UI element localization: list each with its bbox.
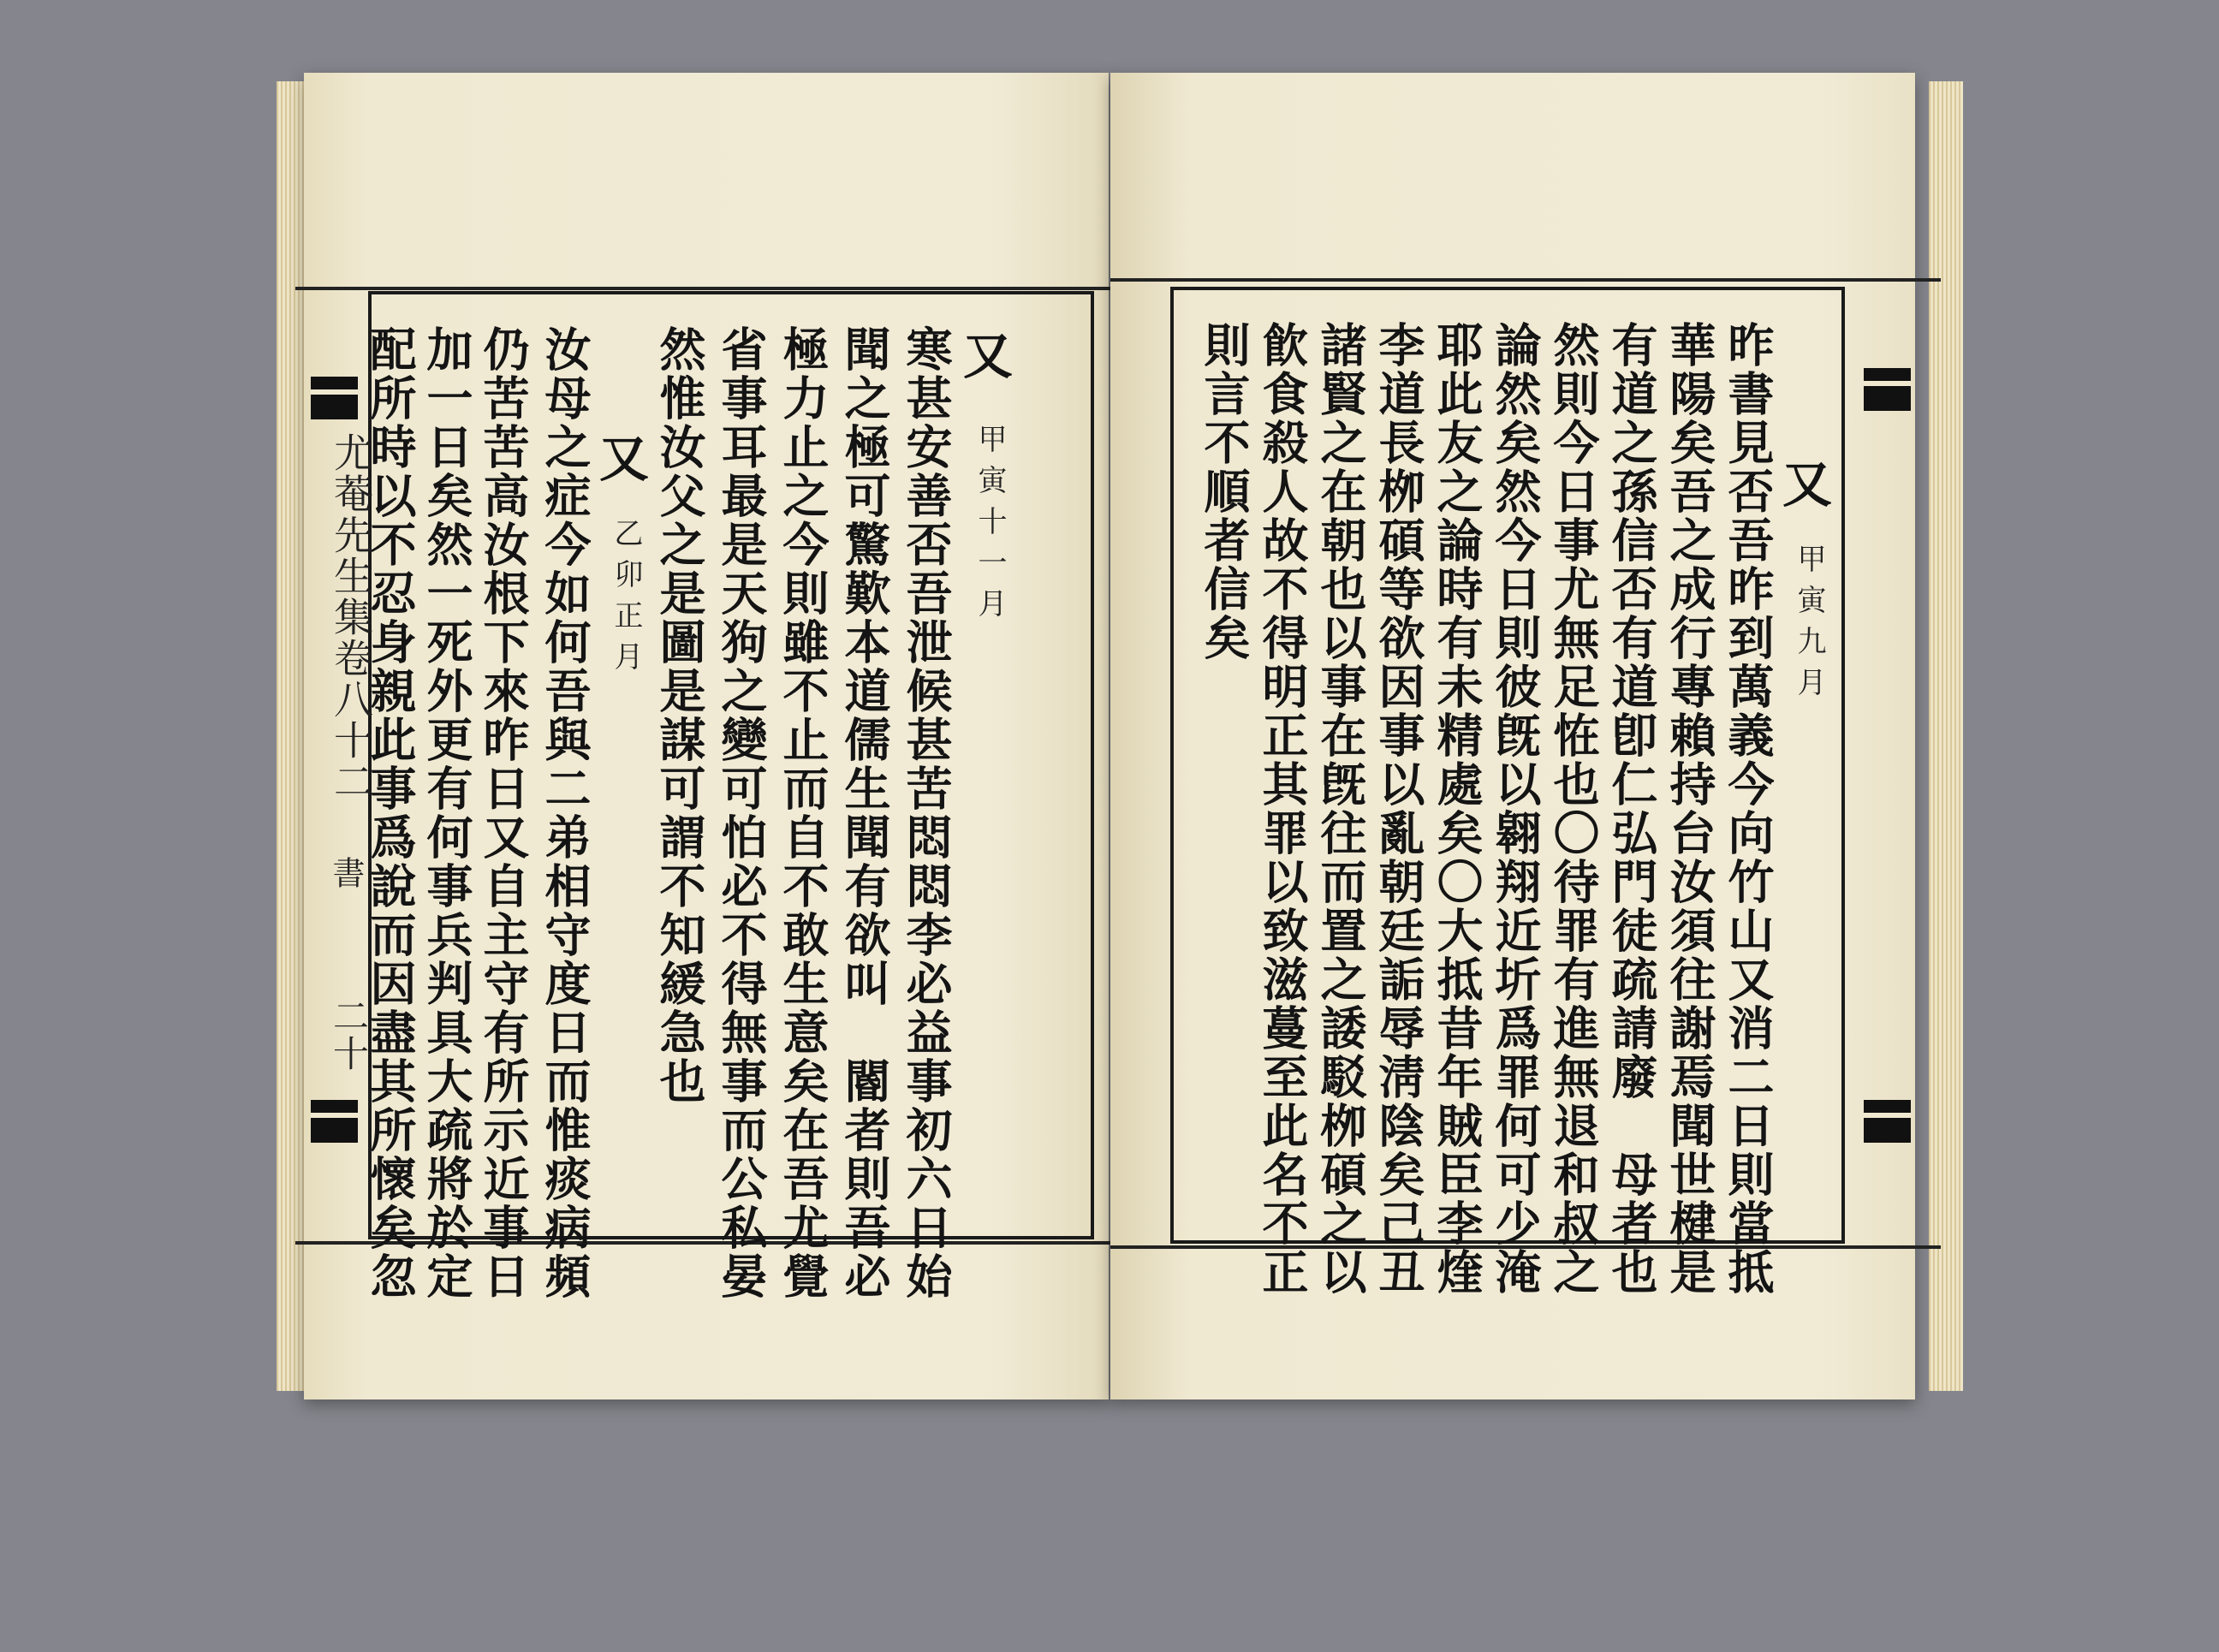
fishtail-top-mark	[1864, 368, 1911, 411]
text-column: 耶此友之論時有未精處矣〇大抵昔年賊臣李煃	[1430, 321, 1484, 1297]
header-you: 又	[1774, 458, 1832, 510]
text-column: 華陽矣吾之成行專賴持台汝須往謝焉聞世楗是	[1663, 321, 1717, 1297]
date-note: 乙卯正月	[609, 518, 643, 682]
fishtail-bottom-mark	[311, 1100, 358, 1143]
collection-title: 尤菴先生集卷八十二	[328, 432, 374, 802]
column-1-header	[955, 304, 1019, 1228]
text-column: 極力止之今則雖不止而自不敢生意矣在吾尤覺	[776, 325, 830, 1301]
text-column: 諸賢之在朝也以事在旣往而置之諉駁栁碩之以	[1313, 321, 1368, 1297]
text-column: 然惟汝父之是圖是謀可謂不知緩急也	[652, 325, 707, 1106]
text-column: 加一日矣然一死外更有何事兵判具大疏將於定	[419, 325, 474, 1301]
open-book	[295, 73, 1922, 1408]
top-margin-rule	[1110, 278, 1941, 282]
fishtail-top-mark	[311, 377, 358, 419]
text-column: 寒甚安善否吾泄候甚苦悶悶李必益事初六日始	[899, 325, 954, 1301]
column-1-header	[1774, 304, 1838, 1228]
top-margin-rule	[295, 287, 1139, 290]
text-column: 昨書見否吾昨到萬義今向竹山又消二日則當抵	[1721, 321, 1776, 1297]
date-note: 甲寅九月	[1792, 544, 1826, 708]
text-column: 仍苦苦高汝根下來昨日又自主守有所示近事日	[476, 325, 531, 1301]
text-column: 論然矣然今日則彼旣以翱翔近圻爲罪何可少淹	[1488, 321, 1543, 1297]
page-number: 二十	[328, 997, 370, 1073]
header-you: 又	[955, 330, 1013, 382]
text-column: 汝母之症今如何吾與二弟相守度日而惟痰病頻	[538, 325, 592, 1301]
text-column: 李道長栁碩等欲因事以亂朝廷詬辱淸陰矣己丑	[1371, 321, 1426, 1297]
right-page	[1110, 73, 1915, 1399]
column-header-2	[591, 304, 655, 1228]
left-page	[304, 73, 1109, 1399]
date-note: 甲寅十一月	[973, 424, 1007, 629]
text-column: 有道之孫信否有道卽仁弘門徒疏請廢 母者也	[1604, 321, 1659, 1297]
section-label: 書	[327, 856, 365, 890]
text-column: 省事耳最是天狗之變可怕必不得無事而公私晏	[714, 325, 769, 1301]
text-column: 則言不順者信矣	[1197, 321, 1252, 663]
fishtail-bottom-mark	[1864, 1100, 1911, 1143]
text-column: 然則今日事尤無足恠也〇待罪有進無退和叔之	[1546, 321, 1601, 1297]
text-column: 配所時以不忍身親此事爲說而因盡其所懷矣忽	[363, 325, 418, 1301]
text-column: 飮食殺人故不得明正其罪以致滋蔓至此名不正	[1255, 321, 1310, 1297]
header-you: 又	[591, 432, 649, 484]
text-column: 聞之極可驚歎本道儒生聞有欲叫 閽者則吾必	[837, 325, 892, 1301]
